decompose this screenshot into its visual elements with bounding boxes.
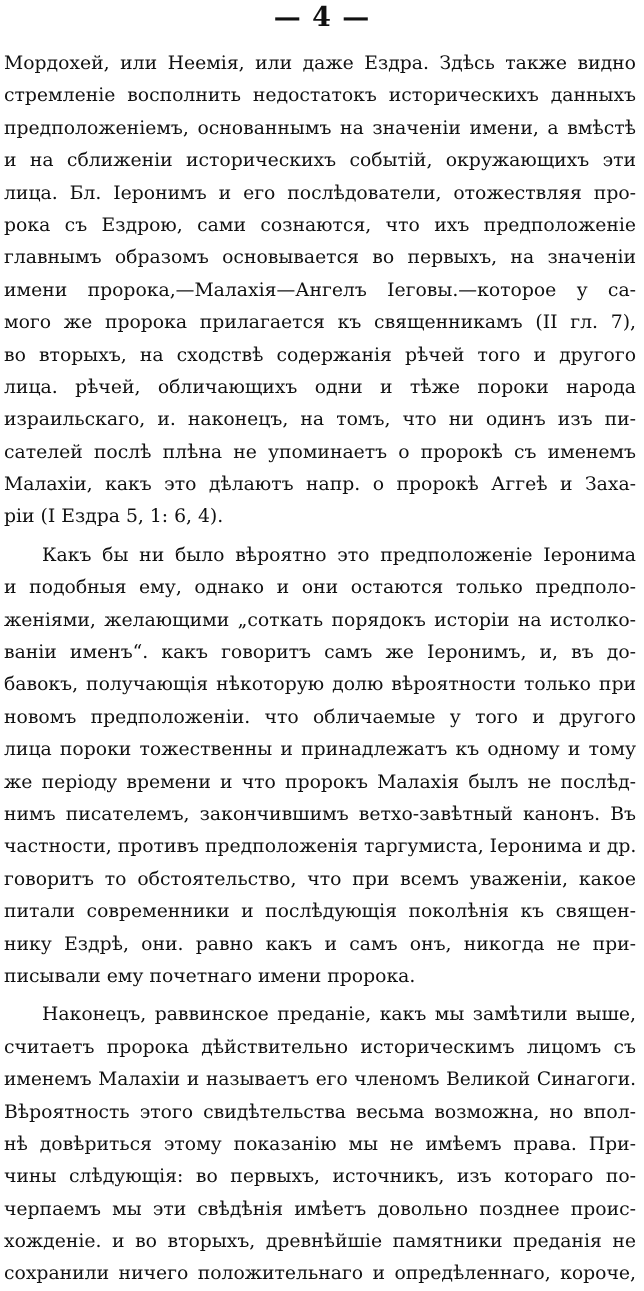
text-line: нимъ писателемъ, закончившимъ ветхо-завѣтный канонъ. Въ bbox=[4, 803, 636, 825]
page-number: — 4 — bbox=[273, 2, 371, 33]
text-line: именемъ Малахіи и называетъ его членомъ Великой Синагоги. bbox=[4, 1069, 636, 1091]
text-line: Какъ бы ни было вѣроятно это предположеніе Іеронима bbox=[42, 544, 636, 566]
text-line: писывали ему почетнаго имени пророка. bbox=[4, 965, 416, 987]
text-line: во вторыхъ, на сходствѣ содержанія рѣчей того и другого bbox=[4, 344, 636, 366]
text-line: и на сближеніи историческихъ событій, окружающихъ эти bbox=[4, 150, 636, 172]
text-line: Мордохей, или Неемія, или даже Ездра. Здѣсь также видно bbox=[4, 53, 636, 74]
text-line: новомъ предположеніи. что обличаемые у того и другого bbox=[4, 706, 636, 728]
text-line: рока съ Ездрою, сами сознаются, что ихъ предположеніе bbox=[4, 214, 636, 236]
paragraph-3 bbox=[4, 999, 636, 1291]
text-line: стремленіе восполнить недостатокъ историческихъ данныхъ bbox=[4, 85, 636, 107]
text-line: частности, противъ предположенія таргумиста, Іеронима и др. bbox=[4, 836, 636, 858]
body-text bbox=[4, 48, 636, 1291]
text-line: нѣ довѣриться этому показанію мы не имѣемъ права. При- bbox=[4, 1133, 636, 1155]
text-line: питали современники и послѣдующія поколѣнія къ священ- bbox=[4, 901, 636, 923]
text-line: лица пороки тожественны и принадлежатъ къ одному и тому bbox=[4, 739, 636, 761]
text-line: же періоду времени и что пророкъ Малахія былъ не послѣд- bbox=[4, 771, 636, 793]
text-line: говоритъ то обстоятельство, что при всемъ уваженіи, какое bbox=[4, 868, 636, 890]
text-line: считаетъ пророка дѣйствительно историческимъ лицомъ съ bbox=[4, 1036, 636, 1058]
text-line: черпаемъ мы эти свѣдѣнія имѣетъ довольно позднее проис- bbox=[4, 1198, 636, 1220]
text-line: сохранили ничего положительнаго и опредѣленнаго, короче, bbox=[4, 1263, 636, 1285]
text-line: Вѣроятность этого свидѣтельства весьма возможна, но впол- bbox=[4, 1101, 636, 1123]
text-line: нику Ездрѣ, они. равно какъ и самъ онъ, никогда не при- bbox=[4, 933, 636, 955]
text-line: ваніи именъ“. какъ говоритъ самъ же Іеронимъ, и, въ до- bbox=[4, 642, 636, 664]
text-line: хожденіе. и во вторыхъ, древнѣйшіе памятники преданія не bbox=[4, 1231, 636, 1253]
text-line: ріи (I Ездра 5, 1: 6, 4). bbox=[4, 506, 224, 528]
text-line: женіями, желающими „соткать порядокъ исторіи на истолко- bbox=[4, 609, 636, 631]
text-line: бавокъ, получающія нѣкоторую долю вѣроятности только при bbox=[4, 674, 636, 696]
text-line: мого же пророка прилагается къ священникамъ (II гл. 7), bbox=[4, 312, 636, 334]
text-line: Малахіи, какъ это дѣлаютъ напр. о пророкѣ Аггеѣ и Заха- bbox=[4, 474, 636, 496]
text-line: лица. рѣчей, обличающихъ одни и тѣже пороки народа bbox=[4, 376, 636, 398]
text-line: чины слѣдующія: во первыхъ, источникъ, изъ котораго по- bbox=[4, 1166, 636, 1188]
text-line: сателей послѣ плѣна не упоминаетъ о пророкѣ съ именемъ bbox=[4, 441, 636, 463]
text-line: израильскаго, и. наконецъ, на томъ, что ни одинъ изъ пи- bbox=[4, 409, 636, 431]
paragraph-2 bbox=[4, 540, 636, 993]
text-line: главнымъ образомъ основывается во первыхъ, на значеніи bbox=[4, 247, 636, 269]
text-line: лица. Бл. Іеронимъ и его послѣдователи, отожествляя про- bbox=[4, 182, 636, 204]
text-line: Наконецъ, раввинское преданіе, какъ мы замѣтили выше, bbox=[42, 1004, 636, 1026]
paragraph-1 bbox=[4, 48, 636, 534]
text-line: имени пророка,—Малахія—Ангелъ Іеговы.—которое у са- bbox=[4, 279, 636, 301]
text-line: и подобныя ему, однако и они остаются только предполо- bbox=[4, 577, 636, 599]
text-line: предположеніемъ, основаннымъ на значеніи имени, а вмѣстѣ bbox=[4, 117, 636, 139]
